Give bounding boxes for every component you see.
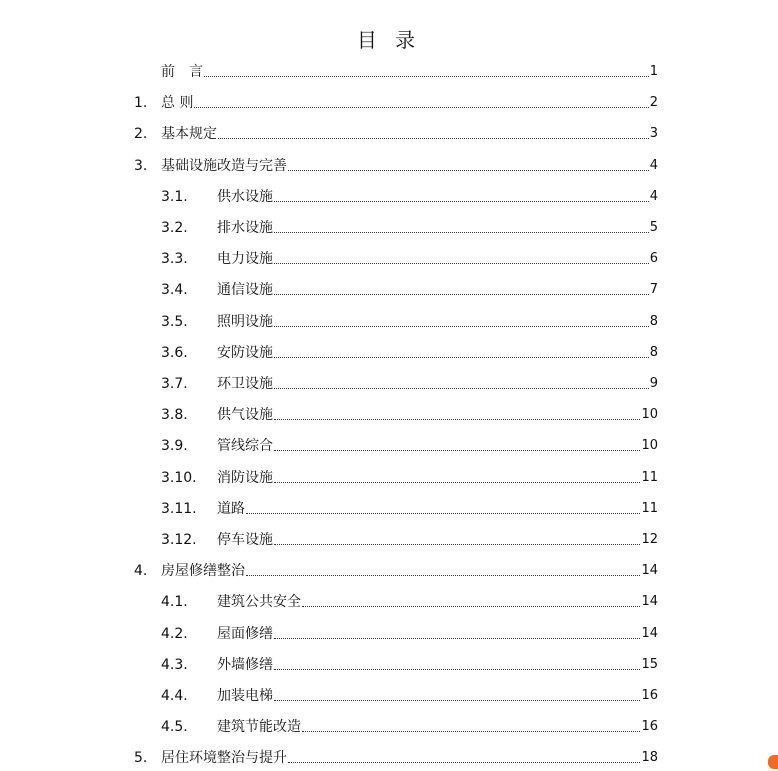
toc-entry[interactable] — [161, 340, 658, 362]
toc-entry[interactable] — [161, 371, 658, 393]
toc-entry-label: 消防设施 — [217, 469, 273, 486]
toc-entry[interactable] — [134, 745, 658, 767]
toc-entry-page: 10 — [641, 407, 658, 423]
toc-entry-page: 14 — [641, 625, 658, 641]
toc-entry-number: 3.1. — [161, 188, 188, 205]
toc-entry[interactable] — [134, 90, 658, 112]
toc-entry-page: 4 — [649, 157, 658, 173]
toc-entry-page: 2 — [649, 95, 658, 111]
toc-entry[interactable] — [161, 433, 658, 455]
dot-leader — [302, 605, 640, 607]
toc-entry-page: 8 — [649, 344, 658, 360]
toc-entry-number: 3.10. — [161, 469, 197, 486]
toc-entry-number: 4.5. — [161, 719, 188, 736]
toc-entry-number: 3.3. — [161, 251, 188, 268]
dot-leader — [274, 637, 640, 639]
page-title: 目 录 — [356, 28, 422, 52]
dot-leader — [274, 325, 649, 327]
dot-leader — [274, 481, 640, 483]
toc-entry-label: 总 则 — [161, 95, 194, 112]
toc-entry[interactable] — [134, 59, 658, 81]
dot-leader — [274, 699, 640, 701]
toc-entry-label: 环卫设施 — [217, 376, 273, 392]
toc-entry[interactable] — [161, 215, 658, 237]
dot-leader — [288, 761, 640, 763]
toc-entry[interactable] — [161, 589, 658, 611]
dot-leader — [274, 668, 640, 670]
toc-entry[interactable] — [161, 402, 658, 424]
toc-entry-label: 电力设施 — [217, 251, 273, 268]
toc-entry-label: 加装电梯 — [217, 688, 273, 704]
toc-entry-label: 建筑公共安全 — [217, 594, 301, 611]
toc-entry-label: 居住环境整治与提升 — [161, 750, 287, 767]
toc-entry[interactable] — [161, 309, 658, 331]
toc-entry-label: 屋面修缮 — [217, 625, 273, 642]
toc-entry-number: 3.11. — [161, 500, 197, 517]
toc-entry-label: 照明设施 — [217, 313, 273, 330]
toc-entry-label: 建筑节能改造 — [217, 719, 301, 736]
toc-entry-number: 4.1. — [161, 594, 188, 611]
toc-entry[interactable] — [161, 714, 658, 736]
dot-leader — [274, 293, 649, 295]
toc-entry-number: 3.7. — [161, 376, 188, 392]
toc-entry-number: 3. — [134, 157, 148, 174]
toc-entry-label: 前 言 — [161, 64, 203, 80]
dot-leader — [274, 449, 640, 451]
toc-entry-number: 3.9. — [161, 438, 188, 455]
toc-entry-page: 6 — [649, 251, 658, 267]
toc-entry[interactable] — [161, 527, 658, 549]
dot-leader — [194, 106, 648, 108]
toc-entry-page: 8 — [649, 313, 658, 329]
toc-entry-number: 3.2. — [161, 220, 188, 236]
toc-entry-page: 16 — [641, 688, 658, 703]
toc-entry-label: 基本规定 — [161, 126, 217, 143]
toc-entry-page: 11 — [641, 500, 658, 516]
toc-entry-label: 通信设施 — [217, 282, 273, 299]
toc-entry[interactable] — [134, 558, 658, 580]
dot-leader — [246, 512, 640, 514]
toc-entry[interactable] — [134, 153, 658, 175]
toc-entry-label: 管线综合 — [217, 438, 273, 455]
dot-leader — [274, 262, 649, 264]
dot-leader — [274, 231, 649, 233]
dot-leader — [302, 730, 640, 732]
toc-entry-number: 3.4. — [161, 282, 188, 299]
toc-entry-label: 停车设施 — [217, 532, 273, 548]
toc-entry-number: 2. — [134, 126, 148, 143]
toc-entry-page: 14 — [641, 563, 658, 579]
toc-entry-number: 4.2. — [161, 625, 188, 642]
toc-entry-number: 4.4. — [161, 688, 188, 704]
toc-entry-number: 3.8. — [161, 407, 188, 424]
dot-leader — [274, 543, 640, 545]
toc-entry-page: 14 — [641, 594, 658, 610]
toc-entry-page: 16 — [641, 719, 658, 735]
toc-entry-page: 3 — [649, 126, 658, 142]
toc-entry-number: 4.3. — [161, 656, 188, 673]
dot-leader — [204, 75, 649, 77]
toc-entry-page: 4 — [649, 188, 658, 204]
dot-leader — [274, 418, 640, 420]
toc-entry-number: 3.5. — [161, 313, 188, 330]
toc-entry-page: 11 — [641, 469, 658, 485]
toc-entry-label: 外墙修缮 — [217, 656, 273, 673]
toc-entry-page: 9 — [649, 376, 658, 391]
toc-entry-number: 3.6. — [161, 344, 188, 361]
toc-entry-label: 排水设施 — [217, 220, 273, 236]
toc-entry-label: 供水设施 — [217, 188, 273, 205]
toc-entry[interactable] — [161, 496, 658, 518]
toc-entry-page: 1 — [649, 64, 658, 79]
toc-entry[interactable] — [161, 277, 658, 299]
toc-entry-page: 10 — [641, 438, 658, 454]
toc-entry[interactable] — [161, 465, 658, 487]
toc-entry-number: 3.12. — [161, 532, 197, 548]
toc-entry[interactable] — [161, 621, 658, 643]
toc-entry-page: 12 — [641, 532, 658, 547]
dot-leader — [288, 169, 649, 171]
toc-entry[interactable] — [161, 652, 658, 674]
toc-entry-page: 5 — [649, 220, 658, 235]
corner-badge-icon — [768, 755, 778, 769]
dot-leader — [274, 200, 649, 202]
toc-entry[interactable] — [134, 121, 658, 143]
toc-entry-number: 4. — [134, 563, 148, 580]
toc-entry-number: 5. — [134, 750, 148, 767]
dot-leader — [274, 356, 649, 358]
toc-entry-label: 供气设施 — [217, 407, 273, 424]
toc-entry[interactable] — [161, 683, 658, 705]
dot-leader — [274, 387, 649, 389]
toc-entry[interactable] — [161, 184, 658, 206]
toc-entry-page: 15 — [641, 656, 658, 672]
toc-entry-label: 道路 — [217, 500, 245, 517]
toc-entry-label: 安防设施 — [217, 344, 273, 361]
dot-leader — [218, 137, 649, 139]
toc-entry-page: 18 — [641, 750, 658, 766]
toc-entry-number: 1. — [134, 95, 148, 112]
dot-leader — [246, 574, 640, 576]
toc-entry-label: 基础设施改造与完善 — [161, 157, 287, 174]
toc-entry-label: 房屋修缮整治 — [161, 563, 245, 580]
toc-entry[interactable] — [161, 246, 658, 268]
toc-entry-page: 7 — [649, 282, 658, 298]
